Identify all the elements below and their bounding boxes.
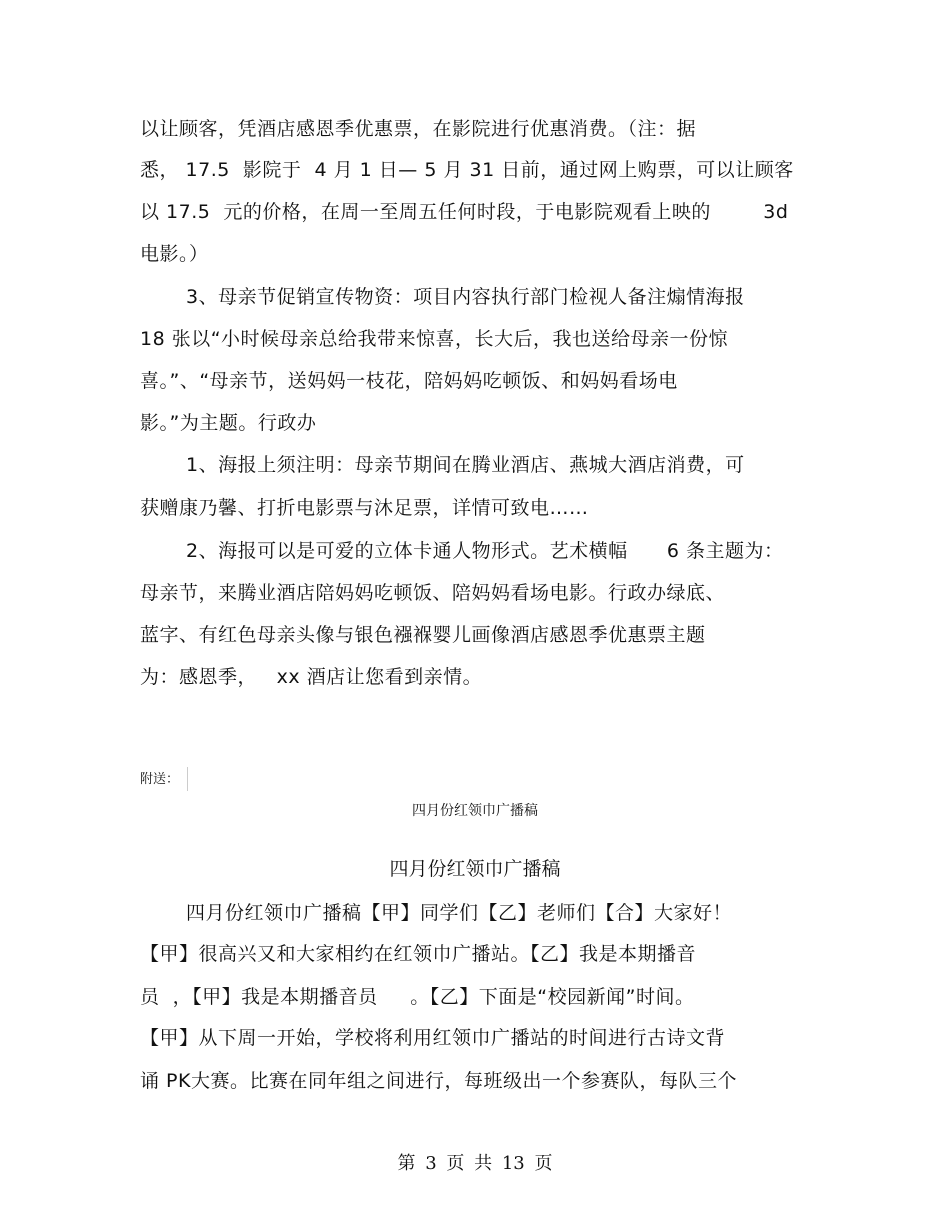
divider [187,767,188,791]
paragraph-line: 以让顾客，凭酒店感恩季优惠票，在影院进行优惠消费。（注：据 [140,118,697,140]
paragraph-line: 1、海报上须注明：母亲节期间在腾业酒店、燕城大酒店消费，可 [186,454,745,476]
paragraph-line: 四月份红领巾广播稿【甲】同学们【乙】老师们【合】大家好！ [186,902,733,924]
paragraph-line: 影。”为主题。行政办 [140,412,317,434]
paragraph-line: 悉， 17.5 影院于 4 月 1 日— 5 月 31 日前，通过网上购票，可以让顾客 [140,159,794,181]
paragraph-line: 18 张以“小时候母亲总给我带来惊喜，长大后，我也送给母亲一份惊 [140,328,729,350]
paragraph-line: 喜。”、“母亲节，送妈妈一枝花，陪妈妈吃顿饭、和妈妈看场电 [140,370,678,392]
paragraph-line: 获赠康乃馨、打折电影票与沐足票，详情可致电…… [140,497,589,519]
paragraph-line: 员 ，【甲】我是本期播音员 。【乙】下面是“校园新闻”时间。 [140,986,695,1008]
attachment-title: 四月份红领巾广播稿 [412,803,538,819]
attachment-label: 附送： [140,772,180,787]
article-title: 四月份红领巾广播稿 [389,858,561,880]
paragraph-line: 3、母亲节促销宣传物资：项目内容执行部门检视人备注煽情海报 [186,286,745,308]
paragraph-line: 为：感恩季， xx 酒店让您看到亲情。 [140,666,483,688]
paragraph-line: 电影。） [140,243,209,265]
paragraph-line: 【甲】很高兴又和大家相约在红领巾广播站。【乙】我是本期播音 [140,943,697,965]
paragraph-line: 2、海报可以是可爱的立体卡通人物形式。艺术横幅 6 条主题为： [186,540,784,562]
page-number: 第 3 页 共 13 页 [397,1153,553,1174]
paragraph-line: 诵 PK大赛。比赛在同年组之间进行，每班级出一个参赛队，每队三个 [140,1070,737,1092]
paragraph-line: 母亲节，来腾业酒店陪妈妈吃顿饭、陪妈妈看场电影。行政办绿底、 [140,582,726,604]
paragraph-line: 蓝字、有红色母亲头像与银色襁褓婴儿画像酒店感恩季优惠票主题 [140,624,706,646]
paragraph-line: 【甲】从下周一开始，学校将利用红领巾广播站的时间进行古诗文背 [140,1027,726,1049]
paragraph-line: 以 17.5 元的价格，在周一至周五任何时段，于电影院观看上映的 3d [140,201,789,223]
